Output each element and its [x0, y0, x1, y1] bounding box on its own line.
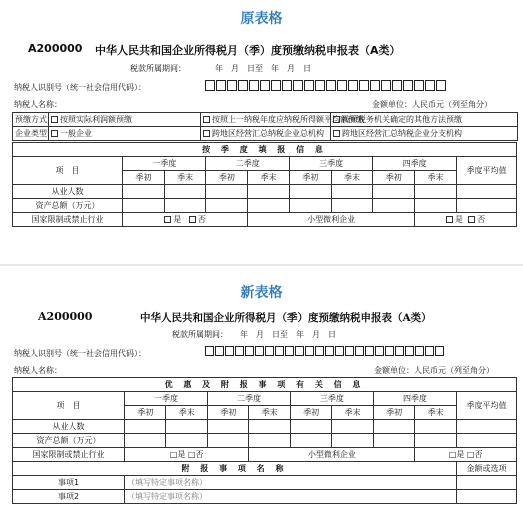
new-row-restricted-label: 国家限制或禁止行业	[13, 448, 125, 462]
input-cell[interactable]	[290, 434, 331, 448]
input-cell[interactable]	[206, 199, 248, 213]
old-method-table	[12, 112, 518, 141]
old-row-employees	[13, 185, 517, 199]
section-divider	[0, 264, 523, 266]
input-cell[interactable]	[456, 434, 516, 448]
old-quarter-2: 二季度	[206, 157, 289, 171]
input-cell[interactable]	[456, 490, 516, 504]
input-cell[interactable]	[373, 434, 414, 448]
old-small-micro-choice[interactable]: 是 否	[415, 213, 517, 227]
new-form-title: 中华人民共和国企业所得税月（季）度预缴纳税申报表（A类）	[140, 312, 432, 324]
checkbox-icon[interactable]	[333, 130, 340, 137]
input-cell[interactable]	[123, 199, 165, 213]
input-cell[interactable]	[331, 185, 373, 199]
old-unit-label: 金额单位：人民币元（列至角分）	[372, 100, 492, 109]
new-row-assets	[13, 434, 517, 448]
new-small-micro-label: 小型微利企业	[249, 448, 415, 462]
input-cell[interactable]	[373, 199, 415, 213]
old-q3-end: 季末	[331, 171, 373, 185]
input-cell[interactable]	[289, 199, 331, 213]
new-period-value: 年 月 日至 年 月 日	[240, 330, 336, 339]
input-cell[interactable]	[332, 434, 373, 448]
input-cell[interactable]	[415, 434, 457, 448]
new-quarter-1: 一季度	[125, 392, 208, 406]
old-q4-end: 季末	[415, 171, 457, 185]
new-row-assets-label: 资产总额（万元）	[13, 434, 125, 448]
checkbox-icon[interactable]	[189, 216, 196, 223]
new-quarter-3: 三季度	[290, 392, 373, 406]
old-method-option-3[interactable]: 按照税务机关确定的其他方法预缴	[331, 113, 518, 127]
new-restricted-choice[interactable]: □是 □否	[125, 448, 249, 462]
new-extra-row-label: 事项1	[13, 476, 125, 490]
old-row-assets-label: 资产总额（万元）	[13, 199, 123, 213]
old-type-option-2[interactable]: 跨地区经营汇总纳税企业总机构	[201, 127, 331, 141]
input-cell[interactable]	[207, 420, 248, 434]
input-cell[interactable]	[373, 420, 414, 434]
input-cell[interactable]	[456, 199, 516, 213]
new-q4-start: 季初	[373, 406, 414, 420]
input-cell[interactable]	[166, 420, 207, 434]
input-cell[interactable]	[456, 420, 516, 434]
old-info-header: 按 季 度 填 报 信 息	[13, 143, 517, 157]
old-quarter-1: 一季度	[123, 157, 206, 171]
input-cell[interactable]	[166, 434, 207, 448]
new-quarter-2: 二季度	[207, 392, 290, 406]
input-cell[interactable]	[164, 185, 206, 199]
new-q3-start: 季初	[290, 406, 331, 420]
input-cell[interactable]	[164, 199, 206, 213]
input-cell[interactable]	[249, 420, 290, 434]
input-cell[interactable]	[415, 420, 457, 434]
old-row-restricted	[13, 213, 517, 227]
input-cell[interactable]	[248, 185, 290, 199]
checkbox-icon[interactable]	[203, 116, 210, 123]
old-quarter-table	[12, 142, 517, 227]
old-taxpayer-id-label: 纳税人识别号（统一社会信用代码）：	[14, 83, 146, 92]
old-type-option-3[interactable]: 跨地区经营汇总纳税企业分支机构	[331, 127, 518, 141]
new-quarter-4: 四季度	[373, 392, 456, 406]
checkbox-icon[interactable]	[468, 216, 475, 223]
old-period-label: 税款所属期间：	[130, 64, 186, 73]
new-unit-label: 金额单位：人民币元（列至角分）	[374, 366, 494, 375]
new-extra-header: 附 报 事 项 名 称	[13, 462, 457, 476]
new-q1-end: 季末	[166, 406, 207, 420]
input-cell[interactable]	[290, 420, 331, 434]
new-extra-row-name[interactable]: （填写特定事项名称）	[125, 490, 457, 504]
input-cell[interactable]	[331, 199, 373, 213]
input-cell[interactable]	[249, 434, 290, 448]
old-q4-start: 季初	[373, 171, 415, 185]
input-cell[interactable]	[123, 185, 165, 199]
checkbox-icon[interactable]	[51, 116, 58, 123]
new-info-header: 优 惠 及 附 报 事 项 有 关 信 息	[13, 378, 517, 392]
old-item-label: 项 目	[13, 157, 123, 185]
new-q2-start: 季初	[207, 406, 248, 420]
checkbox-icon[interactable]	[51, 130, 58, 137]
old-row-employees-label: 从业人数	[13, 185, 123, 199]
new-extra-row	[13, 490, 517, 504]
old-avg-label: 季度平均值	[456, 157, 516, 185]
new-form-code: A200000	[38, 310, 93, 323]
old-restricted-choice[interactable]: 是 否	[123, 213, 248, 227]
old-taxpayer-name-label: 纳税人名称：	[14, 100, 62, 109]
input-cell[interactable]	[248, 199, 290, 213]
old-quarter-3: 三季度	[289, 157, 372, 171]
old-form-title: 中华人民共和国企业所得税月（季）度预缴纳税申报表（A类）	[95, 44, 401, 57]
input-cell[interactable]	[206, 185, 248, 199]
old-type-label: 企业类型	[13, 127, 49, 141]
input-cell[interactable]	[415, 199, 457, 213]
old-type-option-1[interactable]: 一般企业	[49, 127, 201, 141]
new-period-label: 税款所属期间：	[172, 330, 228, 339]
new-extra-row-name[interactable]: （填写特定事项名称）	[125, 476, 457, 490]
new-extra-row-label: 事项2	[13, 490, 125, 504]
new-small-micro-choice[interactable]: □是 □否	[415, 448, 517, 462]
input-cell[interactable]	[289, 185, 331, 199]
new-taxpayer-id-boxes[interactable]	[205, 346, 444, 356]
new-q4-end: 季末	[415, 406, 457, 420]
old-q1-end: 季末	[164, 171, 206, 185]
old-small-micro-label: 小型微利企业	[248, 213, 415, 227]
checkbox-icon[interactable]	[446, 216, 453, 223]
input-cell[interactable]	[415, 185, 457, 199]
checkbox-icon[interactable]	[164, 216, 171, 223]
old-taxpayer-id-boxes[interactable]	[205, 80, 446, 91]
new-q3-end: 季末	[332, 406, 373, 420]
old-q2-end: 季末	[248, 171, 290, 185]
checkbox-icon[interactable]	[333, 116, 340, 123]
new-form-heading: 新表格	[240, 285, 283, 301]
new-item-label: 项 目	[13, 392, 125, 420]
old-form-code: A200000	[28, 42, 83, 55]
input-cell[interactable]	[456, 185, 516, 199]
new-taxpayer-name-label: 纳税人名称：	[14, 366, 62, 375]
old-q2-start: 季初	[206, 171, 248, 185]
input-cell[interactable]	[125, 420, 166, 434]
input-cell[interactable]	[125, 434, 166, 448]
input-cell[interactable]	[332, 420, 373, 434]
new-row-restricted	[13, 448, 517, 462]
new-extra-row	[13, 476, 517, 490]
old-period-value: 年 月 日至 年 月 日	[215, 64, 311, 73]
old-row-restricted-label: 国家限制或禁止行业	[13, 213, 123, 227]
new-amount-header: 金额或选项	[456, 462, 516, 476]
new-q1-start: 季初	[125, 406, 166, 420]
old-method-label: 预缴方式	[13, 113, 49, 127]
input-cell[interactable]	[373, 185, 415, 199]
new-info-table	[12, 377, 517, 504]
input-cell[interactable]	[456, 476, 516, 490]
new-row-employees-label: 从业人数	[13, 420, 125, 434]
old-form-heading: 原表格	[240, 11, 283, 27]
input-cell[interactable]	[207, 434, 248, 448]
old-row-assets	[13, 199, 517, 213]
old-q1-start: 季初	[123, 171, 165, 185]
new-taxpayer-id-label: 纳税人识别号（统一社会信用代码）：	[14, 349, 146, 358]
checkbox-icon[interactable]	[203, 130, 210, 137]
old-method-option-2[interactable]: 按照上一纳税年度应纳税所得额平均额预缴	[201, 113, 331, 127]
old-q3-start: 季初	[289, 171, 331, 185]
old-method-option-1[interactable]: 按照实际利润额预缴	[49, 113, 201, 127]
old-quarter-4: 四季度	[373, 157, 457, 171]
new-q2-end: 季末	[249, 406, 290, 420]
new-row-employees	[13, 420, 517, 434]
new-avg-label: 季度平均值	[456, 392, 516, 420]
